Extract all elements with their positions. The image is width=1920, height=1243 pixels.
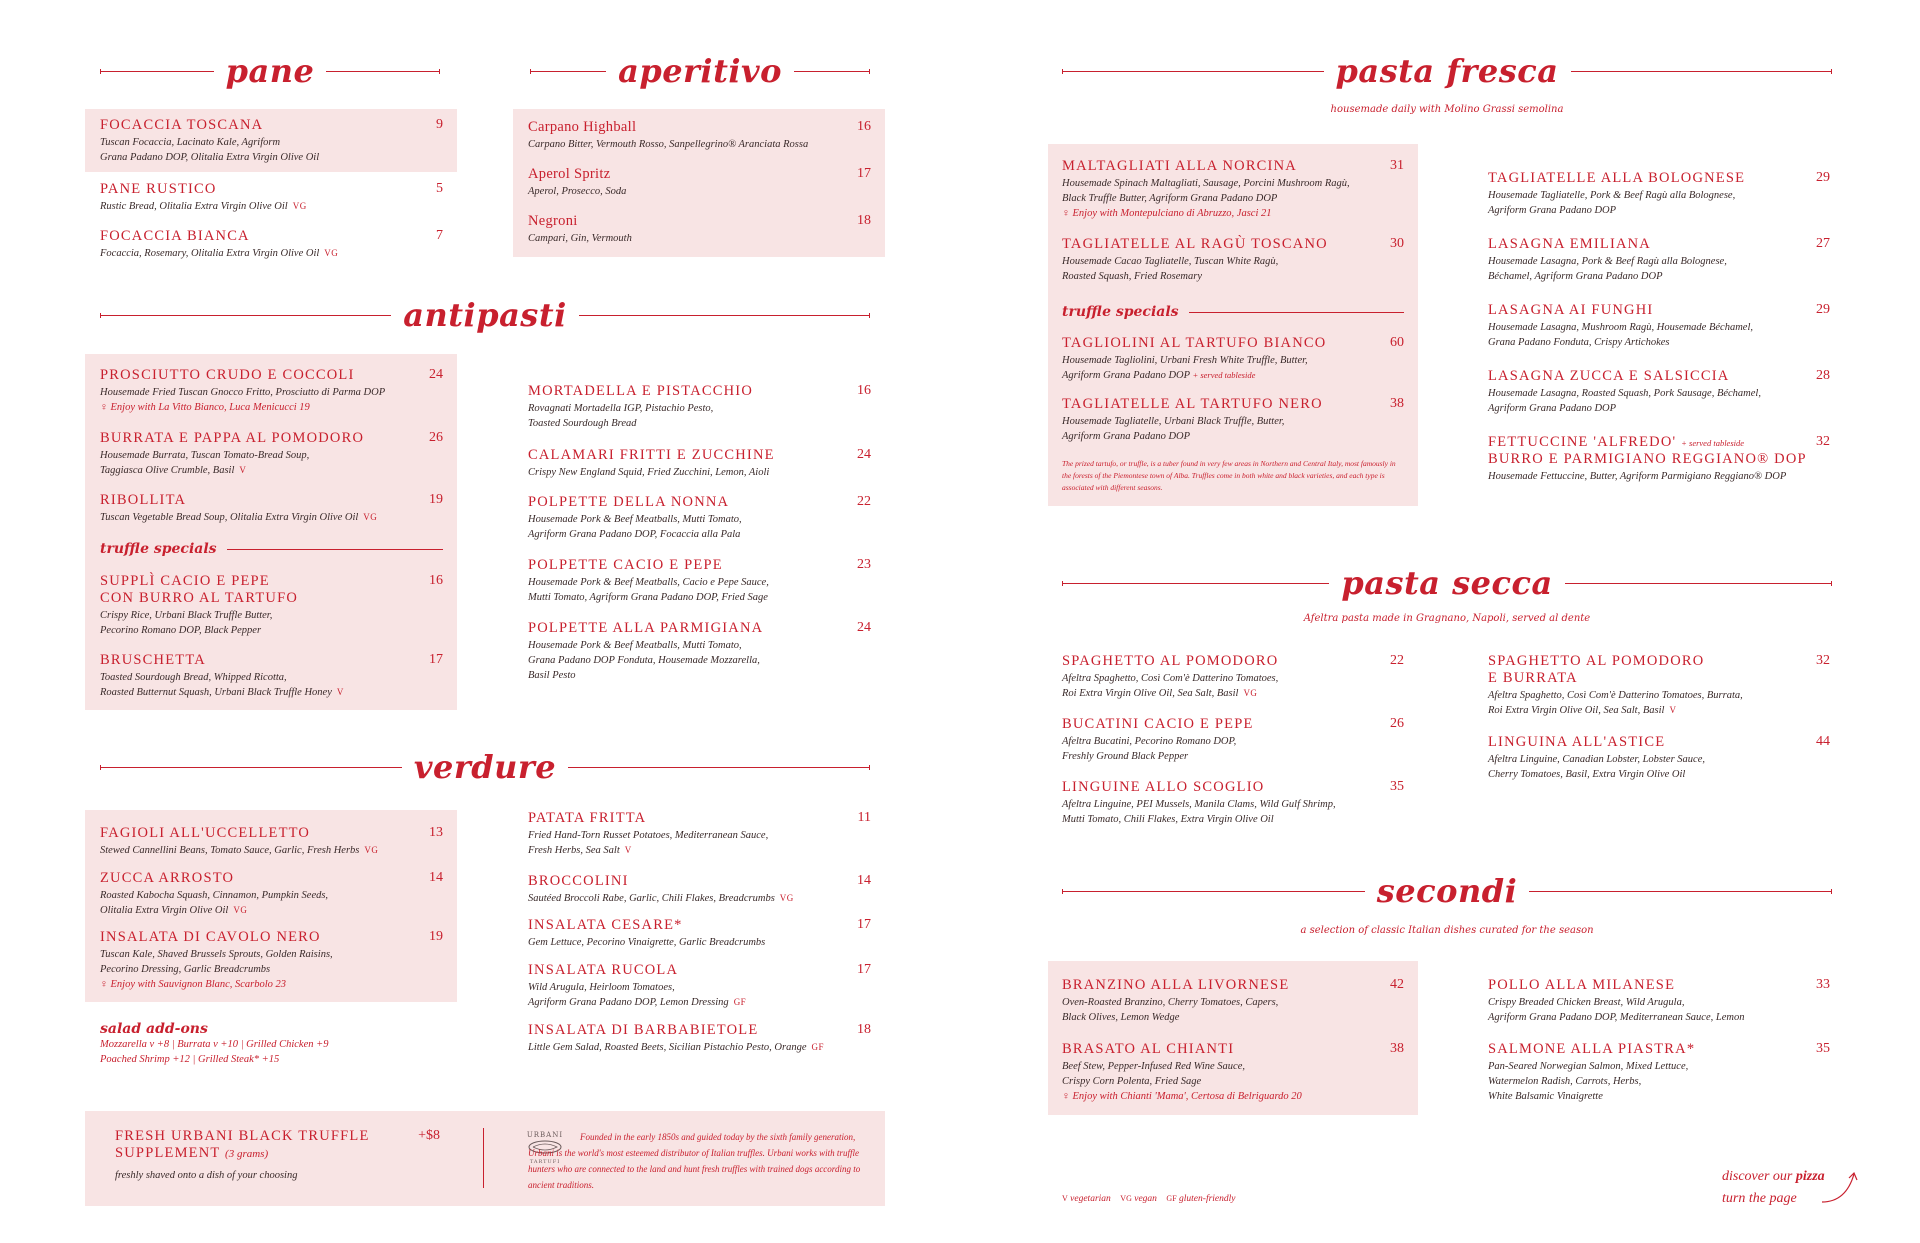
- diet-tag: VG: [364, 845, 379, 855]
- menu-item: TAGLIOLINI AL TARTUFO BIANCO 60 Housemade Tagliolini, Urbani Fresh White Truffle, Butter, Agriform Grana Padano DOP + served tableside: [1062, 335, 1404, 381]
- menu-item: BROCCOLINI 14 Sautéed Broccoli Rabe, Garlic, Chili Flakes, Breadcrumbs VG: [528, 873, 871, 904]
- menu-item: POLLO ALLA MILANESE 33 Crispy Breaded Chicken Breast, Wild Arugula, Agriform Grana Padano DOP, Mediterranean Sauce, Lemon: [1488, 977, 1830, 1023]
- section-title-pasta-secca: pasta secca: [1062, 564, 1832, 602]
- menu-item: CALAMARI FRITTI E ZUCCHINE 24 Crispy New England Squid, Fried Zucchini, Lemon, Aioli: [528, 447, 871, 478]
- menu-item: FAGIOLI ALL'UCCELLETTO 13 Stewed Cannellini Beans, Tomato Sauce, Garlic, Fresh Herbs VG: [100, 825, 443, 856]
- section-title-antipasti: antipasti: [100, 296, 870, 334]
- menu-item: RIBOLLITA 19 Tuscan Vegetable Bread Soup, Olitalia Extra Virgin Olive Oil VG: [100, 492, 443, 523]
- section-title-pane: [100, 52, 440, 90]
- diet-tag: GF: [733, 997, 747, 1007]
- menu-item: BRUSCHETTA 17 Toasted Sourdough Bread, Whipped Ricotta, Roasted Butternut Squash, Urbani Black Truffle Honey V: [100, 652, 443, 698]
- urbani-logo: URBANI TARTUFI: [526, 1131, 564, 1165]
- menu-item: POLPETTE CACIO E PEPE 23 Housemade Pork & Beef Meatballs, Cacio e Pepe Sauce, Mutti Tomato, Agriform Grana Padano DOP, Fried Sage: [528, 557, 871, 603]
- truffle-supplement: FRESH URBANI BLACK TRUFFLE SUPPLEMENT (3 grams) +$8 freshly shaved onto a dish of your choosing: [115, 1128, 440, 1181]
- menu-item: SALMONE ALLA PIASTRA* 35 Pan-Seared Norwegian Salmon, Mixed Lettuce, Watermelon Radish, Carrots, Herbs, White Balsamic Vinaigrette: [1488, 1041, 1830, 1102]
- menu-item: TAGLIATELLE AL TARTUFO NERO 38 Housemade Tagliatelle, Urbani Black Truffle, Butter, Agriform Grana Padano DOP: [1062, 396, 1404, 442]
- diet-tag: VG: [1243, 688, 1258, 698]
- diet-tag: V: [1669, 705, 1677, 715]
- menu-item: BURRATA E PAPPA AL POMODORO 26 Housemade Burrata, Tuscan Tomato-Bread Soup, Taggiasca Olive Crumble, Basil V: [100, 430, 443, 476]
- truffle-specials-heading: truffle specials: [100, 541, 443, 557]
- discover-pizza[interactable]: discover our pizza turn the page: [1722, 1169, 1825, 1206]
- wine-pairing: ♀ Enjoy with Montepulciano di Abruzzo, Jasci 21: [1062, 208, 1272, 219]
- menu-item: INSALATA DI CAVOLO NERO 19 Tuscan Kale, Shaved Brussels Sprouts, Golden Raisins, Pecorino Dressing, Garlic Breadcrumbs ♀ Enjoy with Sauvignon Blanc, Scarbolo 23: [100, 929, 443, 990]
- menu-item: SUPPLÌ CACIO E PEPE CON BURRO AL TARTUFO 16 Crispy Rice, Urbani Black Truffle Butter, Pecorino Romano DOP, Black Pepper: [100, 573, 443, 636]
- menu-item: LASAGNA EMILIANA 27 Housemade Lasagna, Pork & Beef Ragù alla Bolognese, Béchamel, Agriform Grana Padano DOP: [1488, 236, 1830, 282]
- menu-item: BRASATO AL CHIANTI 38 Beef Stew, Pepper-Infused Red Wine Sauce, Crispy Corn Polenta, Fried Sage ♀ Enjoy with Chianti 'Mama', Certosa di Belriguardo 20: [1062, 1041, 1404, 1102]
- menu-item: SPAGHETTO AL POMODORO E BURRATA 32 Afeltra Spaghetto, Così Com'è Datterino Tomatoes, Burrata, Roi Extra Virgin Olive Oil, Sea Salt, Basil V: [1488, 653, 1830, 716]
- menu-item: PATATA FRITTA 11 Fried Hand-Torn Russet Potatoes, Mediterranean Sauce, Fresh Herbs, Sea Salt V: [528, 810, 871, 856]
- diet-tag: V: [624, 845, 632, 855]
- diet-tag: V: [336, 687, 344, 697]
- wine-glass-icon: ♀: [100, 979, 111, 990]
- menu-item: ZUCCA ARROSTO 14 Roasted Kabocha Squash, Cinnamon, Pumpkin Seeds, Olitalia Extra Virgin Olive Oil VG: [100, 870, 443, 916]
- wine-pairing: ♀ Enjoy with Sauvignon Blanc, Scarbolo 23: [100, 979, 287, 990]
- menu-item: PROSCIUTTO CRUDO E COCCOLI 24 Housemade Fried Tuscan Gnocco Fritto, Prosciutto di Parma DOP ♀ Enjoy with La Vitto Bianco, Luca Menicucci 19: [100, 367, 443, 413]
- menu-item: Negroni 18 Campari, Gin, Vermouth: [528, 213, 871, 244]
- menu-item: MORTADELLA E PISTACCHIO 16 Rovagnati Mortadella IGP, Pistachio Pesto, Toasted Sourdough Bread: [528, 383, 871, 429]
- tartufo-note: The prized tartufo, or truffle, is a tuber found in very few areas in Northern and Central Italy, most famously in the forests of the Piemontese town of Alba. Truffles come in both white and black varieties, and each type is associated with different seasons.: [1062, 459, 1396, 492]
- diet-tag: GF: [811, 1042, 825, 1052]
- menu-item: INSALATA DI BARBABIETOLE 18 Little Gem Salad, Roasted Beets, Sicilian Pistachio Pesto, Orange GF: [528, 1022, 871, 1053]
- diet-tag: VG: [324, 248, 339, 258]
- wine-pairing: ♀ Enjoy with Chianti 'Mama', Certosa di Belriguardo 20: [1062, 1091, 1302, 1102]
- menu-item: INSALATA RUCOLA 17 Wild Arugula, Heirloom Tomatoes, Agriform Grana Padano DOP, Lemon Dressing GF: [528, 962, 871, 1008]
- diet-tag: V: [239, 465, 247, 475]
- diet-tag: VG: [233, 905, 248, 915]
- menu-item: LASAGNA ZUCCA E SALSICCIA 28 Housemade Lasagna, Roasted Squash, Pork Sausage, Béchamel, Agriform Grana Padano DOP: [1488, 368, 1830, 414]
- wine-glass-icon: ♀: [100, 402, 111, 413]
- section-title-secondi: secondi: [1062, 872, 1832, 910]
- menu-item: BUCATINI CACIO E PEPE 26 Afeltra Bucatini, Pecorino Romano DOP, Freshly Ground Black Pepper: [1062, 716, 1404, 762]
- wine-glass-icon: ♀: [1062, 1091, 1073, 1102]
- menu-item: Aperol Spritz 17 Aperol, Prosecco, Soda: [528, 166, 871, 197]
- menu-item: FOCACCIA BIANCA 7 Focaccia, Rosemary, Olitalia Extra Virgin Olive Oil VG: [100, 228, 443, 259]
- section-subtitle: Afeltra pasta made in Gragnano, Napoli, served al dente: [1303, 613, 1591, 624]
- section-title-verdure: verdure: [100, 748, 870, 786]
- wine-pairing: ♀ Enjoy with La Vitto Bianco, Luca Menicucci 19: [100, 402, 310, 413]
- menu-item: PANE RUSTICO 5 Rustic Bread, Olitalia Extra Virgin Olive Oil VG: [100, 181, 443, 212]
- menu-item: Carpano Highball 16 Carpano Bitter, Vermouth Rosso, Sanpellegrino® Aranciata Rossa: [528, 119, 871, 150]
- section-subtitle: housemade daily with Molino Grassi semolina: [1330, 104, 1564, 115]
- section-title-pasta-fresca: pasta fresca: [1062, 52, 1832, 90]
- menu-item: POLPETTE DELLA NONNA 22 Housemade Pork & Beef Meatballs, Mutti Tomato, Agriform Grana Padano DOP, Focaccia alla Pala: [528, 494, 871, 540]
- menu-item: INSALATA CESARE* 17 Gem Lettuce, Pecorino Vinaigrette, Garlic Breadcrumbs: [528, 917, 871, 948]
- diet-tag: VG: [779, 893, 794, 903]
- salad-addons: salad add-ons Mozzarella v +8 | Burrata v +10 | Grilled Chicken +9 Poached Shrimp +12 | Grilled Steak* +15: [100, 1021, 329, 1065]
- menu-item: LASAGNA AI FUNGHI 29 Housemade Lasagna, Mushroom Ragù, Housemade Béchamel, Grana Padano Fonduta, Crispy Artichokes: [1488, 302, 1830, 348]
- menu-item: FOCACCIA TOSCANA 9 Tuscan Focaccia, Lacinato Kale, Agriform Grana Padano DOP, Olitalia Extra Virgin Olive Oil: [100, 117, 443, 163]
- menu-item: LINGUINA ALL'ASTICE 44 Afeltra Linguine, Canadian Lobster, Lobster Sauce, Cherry Tomatoes, Basil, Extra Virgin Olive Oil: [1488, 734, 1830, 780]
- menu-item: LINGUINE ALLO SCOGLIO 35 Afeltra Linguine, PEI Mussels, Manila Clams, Wild Gulf Shrimp, Mutti Tomato, Chili Flakes, Extra Virgin Olive Oil: [1062, 779, 1404, 825]
- diet-tag: VG: [363, 512, 378, 522]
- menu-item: POLPETTE ALLA PARMIGIANA 24 Housemade Pork & Beef Meatballs, Mutti Tomato, Grana Padano DOP Fonduta, Housemade Mozzarella, Basil Pesto: [528, 620, 871, 681]
- section-subtitle: a selection of classic Italian dishes curated for the season: [1300, 925, 1594, 936]
- section-title-aperitivo: aperitivo: [530, 52, 870, 90]
- menu-item: BRANZINO ALLA LIVORNESE 42 Oven-Roasted Branzino, Cherry Tomatoes, Capers, Black Olives, Lemon Wedge: [1062, 977, 1404, 1023]
- menu-item: SPAGHETTO AL POMODORO 22 Afeltra Spaghetto, Così Com'è Datterino Tomatoes, Roi Extra Virgin Olive Oil, Sea Salt, Basil VG: [1062, 653, 1404, 699]
- diet-tag: VG: [292, 201, 307, 211]
- menu-item: TAGLIATELLE AL RAGÙ TOSCANO 30 Housemade Cacao Tagliatelle, Tuscan White Ragù, Roasted Squash, Fried Rosemary: [1062, 236, 1404, 282]
- dietary-legend: V vegetarian VG vegan GF gluten-friendly: [1062, 1194, 1236, 1204]
- urbani-about: Founded in the early 1850s and guided today by the sixth family generation, Urbani is the world's most esteemed distributor of Italian truffles. Urbani works with truffle hunters who are connected to the land and hunt fresh truffles with trained dogs according to ancient traditions.: [528, 1132, 861, 1190]
- wine-glass-icon: ♀: [1062, 208, 1073, 219]
- menu-item: TAGLIATELLE ALLA BOLOGNESE 29 Housemade Tagliatelle, Pork & Beef Ragù alla Bolognese, Agriform Grana Padano DOP: [1488, 170, 1830, 216]
- menu-item: FETTUCCINE 'ALFREDO' + served tableside BURRO E PARMIGIANO REGGIANO® DOP 32 Housemade Fettuccine, Butter, Agriform Parmigiano Reggiano® DOP: [1488, 434, 1830, 482]
- divider: [483, 1128, 484, 1188]
- section-word: pane: [225, 52, 315, 90]
- menu-item: MALTAGLIATI ALLA NORCINA 31 Housemade Spinach Maltagliati, Sausage, Porcini Mushroom Ragù, Black Truffle Butter, Agriform Grana Padano DOP ♀ Enjoy with Montepulciano di Abruzzo, Jasci 21: [1062, 158, 1404, 219]
- truffle-specials-heading: truffle specials: [1062, 304, 1404, 320]
- curved-arrow-icon: [1820, 1170, 1860, 1206]
